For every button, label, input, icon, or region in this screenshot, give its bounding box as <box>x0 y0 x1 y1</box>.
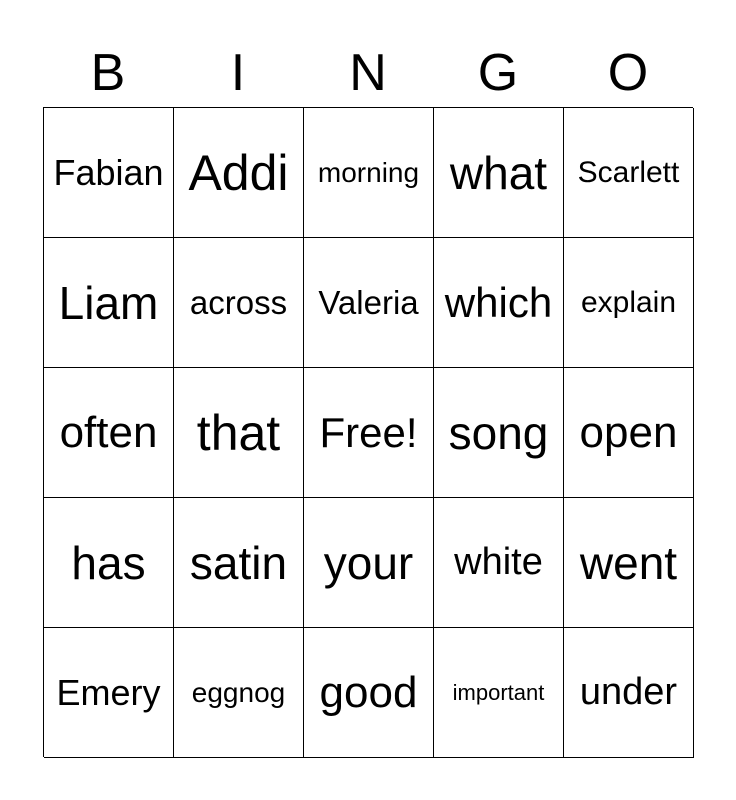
bingo-cell[interactable]: under <box>564 628 694 758</box>
bingo-cell[interactable]: Liam <box>44 238 174 368</box>
bingo-cell[interactable]: satin <box>174 498 304 628</box>
bingo-cell[interactable]: open <box>564 368 694 498</box>
bingo-cell[interactable]: across <box>174 238 304 368</box>
bingo-cell[interactable]: Emery <box>44 628 174 758</box>
bingo-cell[interactable]: explain <box>564 238 694 368</box>
bingo-board <box>43 107 693 757</box>
bingo-cell[interactable]: that <box>174 368 304 498</box>
bingo-cell[interactable]: Scarlett <box>564 108 694 238</box>
free-space-cell[interactable]: Free! <box>304 368 434 498</box>
header-letter-n: N <box>349 44 387 102</box>
bingo-cell[interactable]: morning <box>304 108 434 238</box>
bingo-cell[interactable]: song <box>434 368 564 498</box>
bingo-cell[interactable]: white <box>434 498 564 628</box>
bingo-cell[interactable]: your <box>304 498 434 628</box>
bingo-header <box>43 38 693 108</box>
bingo-cell[interactable]: which <box>434 238 564 368</box>
bingo-cell[interactable]: Fabian <box>44 108 174 238</box>
bingo-cell[interactable]: important <box>434 628 564 758</box>
bingo-cell[interactable]: eggnog <box>174 628 304 758</box>
header-letter-g: G <box>477 44 519 102</box>
bingo-cell[interactable]: often <box>44 368 174 498</box>
bingo-cell[interactable]: Valeria <box>304 238 434 368</box>
bingo-cell[interactable]: went <box>564 498 694 628</box>
bingo-cell[interactable]: what <box>434 108 564 238</box>
bingo-cell[interactable]: good <box>304 628 434 758</box>
bingo-cell[interactable]: has <box>44 498 174 628</box>
header-letter-i: I <box>230 44 246 102</box>
header-letter-o: O <box>607 44 649 102</box>
header-letter-b: B <box>90 44 126 102</box>
bingo-cell[interactable]: Addi <box>174 108 304 238</box>
